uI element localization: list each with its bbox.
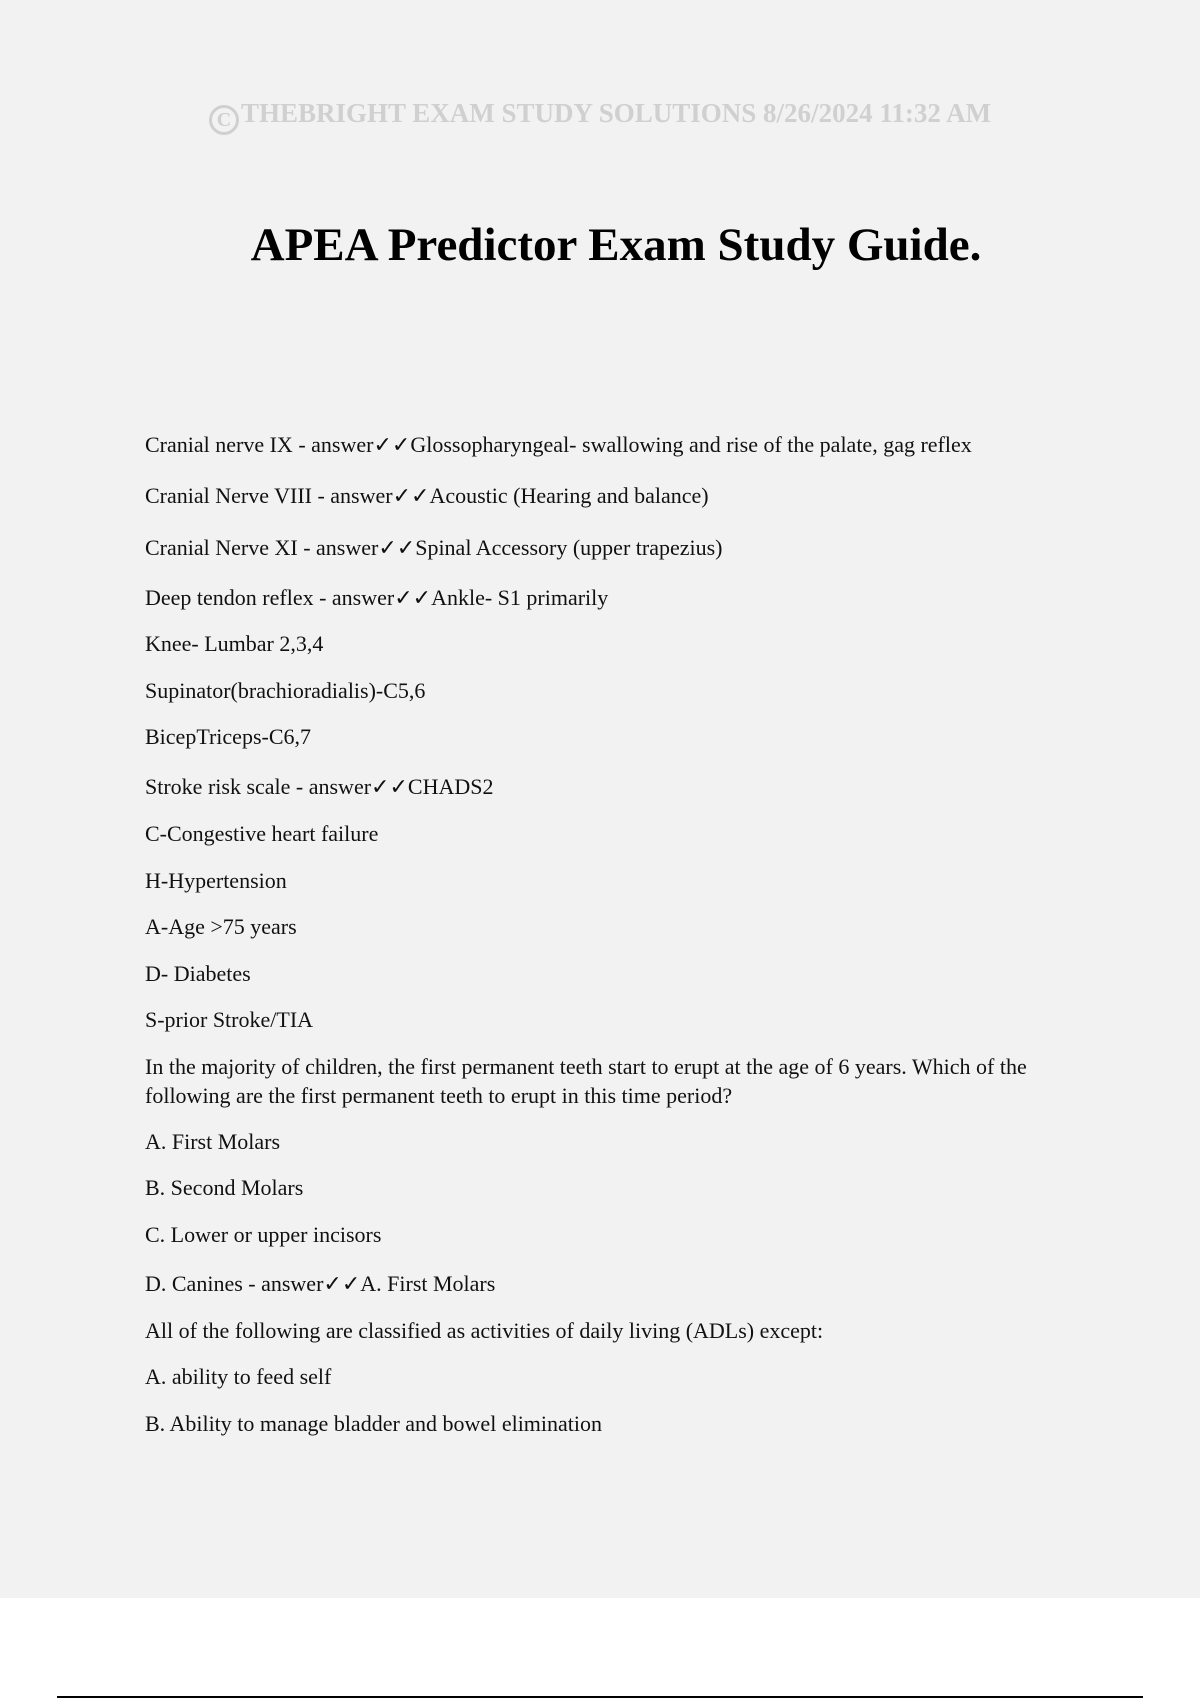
line-chads-c: C-Congestive heart failure bbox=[145, 821, 379, 846]
line-cranial-nerve-xi: Cranial Nerve XI - answer✓✓Spinal Accessory (upper trapezius) bbox=[145, 535, 723, 560]
line-question-adls: All of the following are classified as activities of daily living (ADLs) except: bbox=[145, 1318, 824, 1343]
line-chads-d: D- Diabetes bbox=[145, 961, 251, 986]
line-question-permanent-teeth: In the majority of children, the first permanent teeth start to erupt at the age of 6 years. Which of the following are the first permanent teeth to erupt in this time period? bbox=[145, 1054, 1027, 1108]
line-option-a: A. First Molars bbox=[145, 1129, 281, 1154]
line-chads-h: H-Hypertension bbox=[145, 868, 287, 893]
line-adl-option-b: B. Ability to manage bladder and bowel elimination bbox=[145, 1411, 603, 1436]
line-option-b: B. Second Molars bbox=[145, 1175, 304, 1200]
line-option-c: C. Lower or upper incisors bbox=[145, 1222, 382, 1247]
line-bicep-triceps: BicepTriceps-C6,7 bbox=[145, 724, 312, 749]
line-chads-s: S-prior Stroke/TIA bbox=[145, 1007, 314, 1032]
line-stroke-risk-scale: Stroke risk scale - answer✓✓CHADS2 bbox=[145, 774, 494, 799]
line-knee: Knee- Lumbar 2,3,4 bbox=[145, 631, 324, 656]
line-supinator: Supinator(brachioradialis)-C5,6 bbox=[145, 678, 426, 703]
line-chads-a: A-Age >75 years bbox=[145, 914, 297, 939]
line-cranial-nerve-ix: Cranial nerve IX - answer✓✓Glossopharyngeal- swallowing and rise of the palate, gag reflex bbox=[145, 432, 972, 457]
copyright-icon: C bbox=[209, 105, 239, 135]
line-option-d-answer: D. Canines - answer✓✓A. First Molars bbox=[145, 1271, 496, 1296]
line-deep-tendon-reflex: Deep tendon reflex - answer✓✓Ankle- S1 primarily bbox=[145, 585, 609, 610]
footer-rule bbox=[57, 1696, 1143, 1698]
watermark-text: THEBRIGHT EXAM STUDY SOLUTIONS 8/26/2024 11:32 AM bbox=[240, 98, 992, 128]
document-title: APEA Predictor Exam Study Guide. bbox=[250, 219, 982, 271]
line-adl-option-a: A. ability to feed self bbox=[145, 1364, 332, 1389]
line-cranial-nerve-viii: Cranial Nerve VIII - answer✓✓Acoustic (Hearing and balance) bbox=[145, 483, 709, 508]
watermark bbox=[0, 98, 1200, 135]
